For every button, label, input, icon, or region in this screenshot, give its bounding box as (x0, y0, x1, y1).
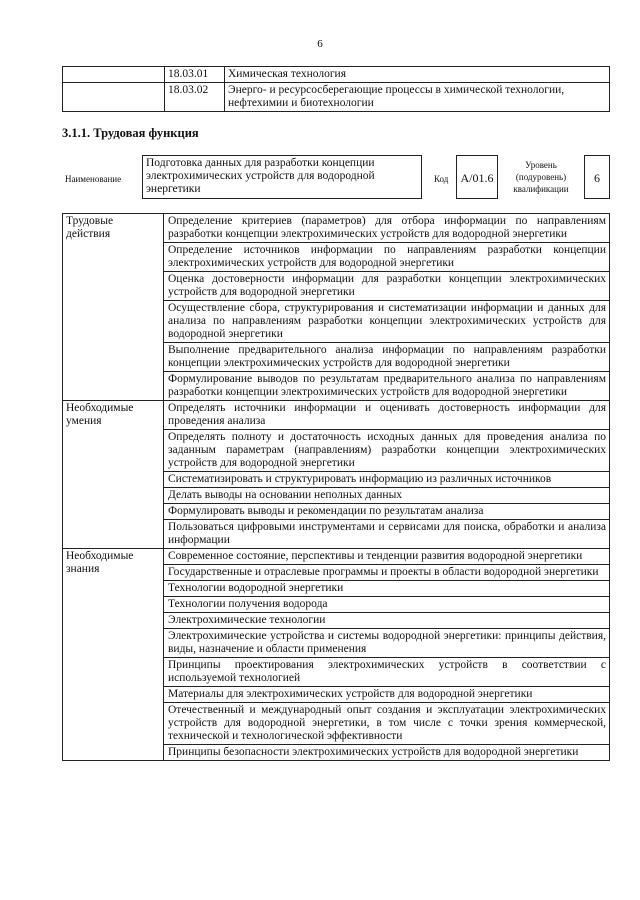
name-label: Наименование (65, 174, 122, 184)
level-label: Уровень (подуровень) квалификации (513, 160, 569, 194)
section-item: Принципы проектирования электрохимических устройств в соответствии с используемой технологией (164, 658, 610, 687)
section-item: Технологии водородной энергетики (164, 581, 610, 597)
section-item: Пользоваться цифровыми инструментами и сервисами для поиска, обработки и анализа информации (164, 520, 610, 549)
section-item: Выполнение предварительного анализа информации по направлениям разработки концепции электрохимических устройств для водородной энергетики (164, 343, 610, 372)
section-heading: 3.1.1. Трудовая функция (62, 126, 199, 140)
table-row (63, 549, 610, 565)
section-item: Осуществление сбора, структурирования и систематизации информации и данных для анализа по направлениям разработки концепции электрохимических устройств для водородной энергетики (164, 301, 610, 343)
section-item: Материалы для электрохимических устройств для водородной энергетики (164, 687, 610, 703)
section-item: Электрохимические технологии (164, 613, 610, 629)
qualification-level: 6 (584, 155, 610, 199)
empty-cell (63, 67, 165, 83)
table-row (63, 214, 610, 243)
section-item: Систематизировать и структурировать информацию из различных источников (164, 472, 610, 488)
section-item: Технологии получения водорода (164, 597, 610, 613)
section-item: Современное состояние, перспективы и тенденции развития водородной энергетики (164, 549, 610, 565)
section-category: Необходимые знания (63, 549, 164, 761)
section-category: Трудовые действия (63, 214, 164, 401)
section-item: Формулирование выводов по результатам предварительного анализа по направлениям разработки концепции электрохимических устройств для водородной энергетики (164, 372, 610, 401)
empty-cell (63, 83, 165, 112)
program-name: Энерго- и ресурсосберегающие процессы в химической технологии, нефтехимии и биотехнологии (225, 83, 610, 112)
table-row (63, 67, 610, 83)
section-item: Оценка достоверности информации для разработки концепции электрохимических устройств для водородной энергетики (164, 272, 610, 301)
section-item: Определение критериев (параметров) для отбора информации по направлениям разработки концепции электрохимических устройств для водородной энергетики (164, 214, 610, 243)
education-codes-table (62, 66, 610, 112)
table-row (63, 401, 610, 430)
section-item: Определение источников информации по направлениям разработки концепции электрохимических устройств для водородной энергетики (164, 243, 610, 272)
section-item: Делать выводы на основании неполных данных (164, 488, 610, 504)
program-name: Химическая технология (225, 67, 610, 83)
section-item: Электрохимические устройства и системы водородной энергетики: принципы действия, виды, назначение и области применения (164, 629, 610, 658)
section-item: Определять полноту и достаточность исходных данных для проведения анализа по заданным параметрам (направлениям) разработки концепции электрохимических устройств для водородной энергетики (164, 430, 610, 472)
section-category: Необходимые умения (63, 401, 164, 549)
code-label: Код (434, 174, 449, 184)
function-meta (62, 155, 610, 201)
section-item: Отечественный и международный опыт создания и эксплуатации электрохимических устройств для водородной энергетики, в том числе с точки зрения коммерческой, технической и технологической эффективности (164, 703, 610, 745)
page-number: 6 (317, 38, 323, 50)
program-code: 18.03.01 (165, 67, 225, 83)
table-row (63, 83, 610, 112)
section-item: Государственные и отраслевые программы и проекты в области водородной энергетики (164, 565, 610, 581)
section-item: Определять источники информации и оценивать достоверность информации для проведения анализа (164, 401, 610, 430)
function-details-table (62, 213, 610, 761)
program-code: 18.03.02 (165, 83, 225, 112)
function-name: Подготовка данных для разработки концепции электрохимических устройств для водородной энергетики (142, 155, 422, 199)
section-item: Принципы безопасности электрохимических устройств для водородной энергетики (164, 745, 610, 761)
function-code: A/01.6 (456, 155, 498, 199)
section-item: Формулировать выводы и рекомендации по результатам анализа (164, 504, 610, 520)
